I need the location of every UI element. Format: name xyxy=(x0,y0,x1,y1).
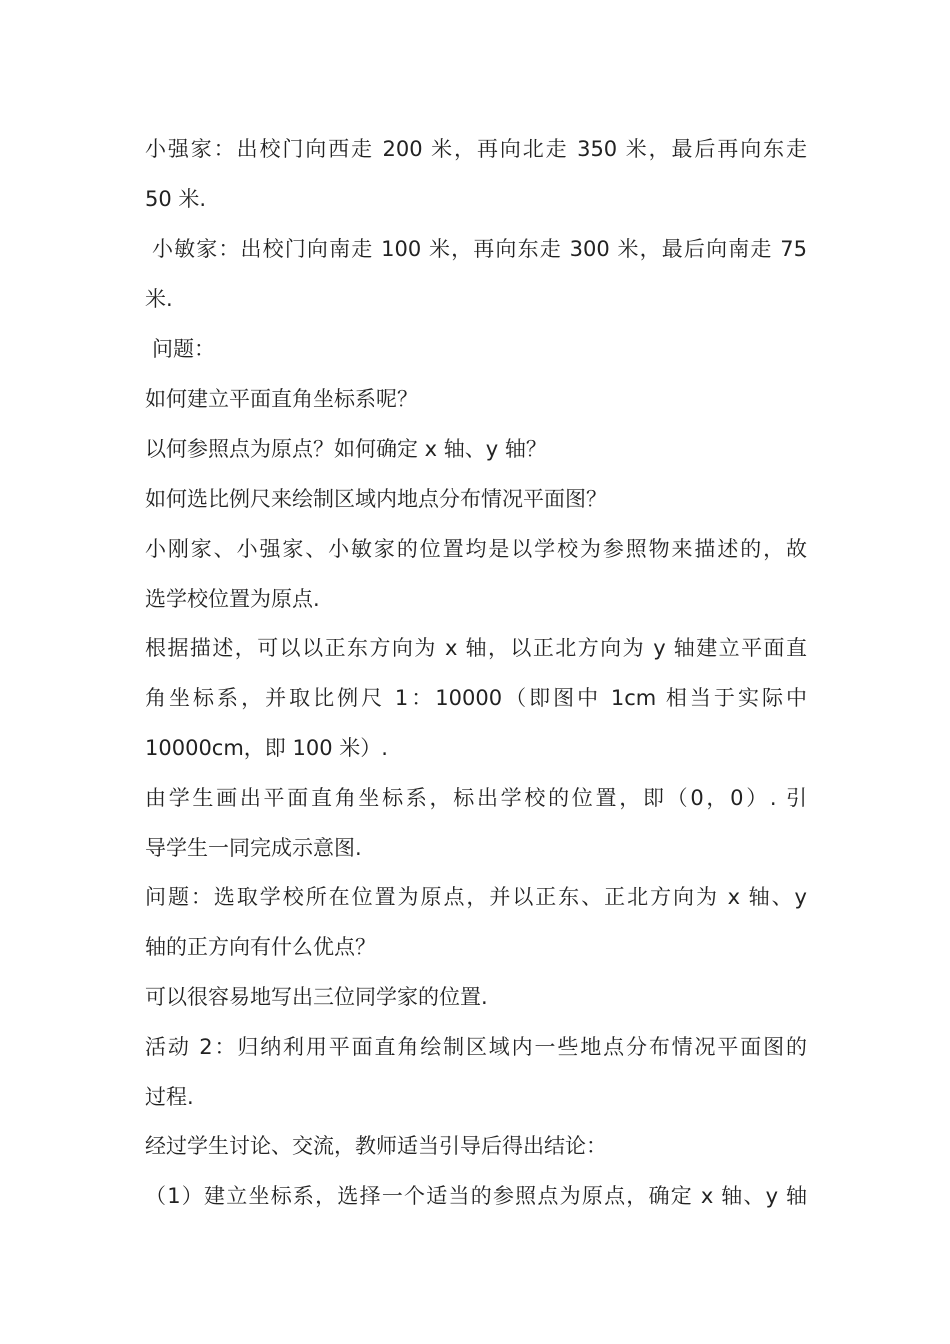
text-line: 问题： xyxy=(152,337,215,361)
text-line: 选学校位置为原点. xyxy=(145,587,320,611)
text-line: 小敏家：出校门向南走 100 米，再向东走 300 米，最后向南走 75 xyxy=(152,237,807,261)
text-line: （1）建立坐标系，选择一个适当的参照点为原点，确定 x 轴、y 轴 xyxy=(145,1184,807,1208)
text-line: 根据描述，可以以正东方向为 x 轴，以正北方向为 y 轴建立平面直 xyxy=(145,636,807,660)
text-line: 如何建立平面直角坐标系呢？ xyxy=(145,387,418,411)
text-line: 导学生一同完成示意图. xyxy=(145,836,362,860)
text-line: 小强家：出校门向西走 200 米，再向北走 350 米，最后再向东走 xyxy=(145,137,807,161)
text-line: 过程. xyxy=(145,1085,194,1109)
text-line: 轴的正方向有什么优点？ xyxy=(145,935,376,959)
text-line: 米. xyxy=(145,287,173,311)
text-line: 由学生画出平面直角坐标系，标出学校的位置，即（0，0）. 引 xyxy=(145,786,807,810)
text-line: 活动 2：归纳利用平面直角绘制区域内一些地点分布情况平面图的 xyxy=(145,1035,807,1059)
text-line: 50 米. xyxy=(145,187,207,211)
text-line: 小刚家、小强家、小敏家的位置均是以学校为参照物来描述的，故 xyxy=(145,537,807,561)
text-line: 10000cm，即 100 米）. xyxy=(145,736,388,760)
text-line: 经过学生讨论、交流，教师适当引导后得出结论： xyxy=(145,1134,607,1158)
text-line: 以何参照点为原点？如何确定 x 轴、y 轴？ xyxy=(145,437,547,461)
text-line: 如何选比例尺来绘制区域内地点分布情况平面图？ xyxy=(145,487,607,511)
text-line: 可以很容易地写出三位同学家的位置. xyxy=(145,985,488,1009)
text-line: 角坐标系，并取比例尺 1：10000（即图中 1cm 相当于实际中 xyxy=(145,686,807,710)
text-line: 问题：选取学校所在位置为原点，并以正东、正北方向为 x 轴、y xyxy=(145,885,807,909)
